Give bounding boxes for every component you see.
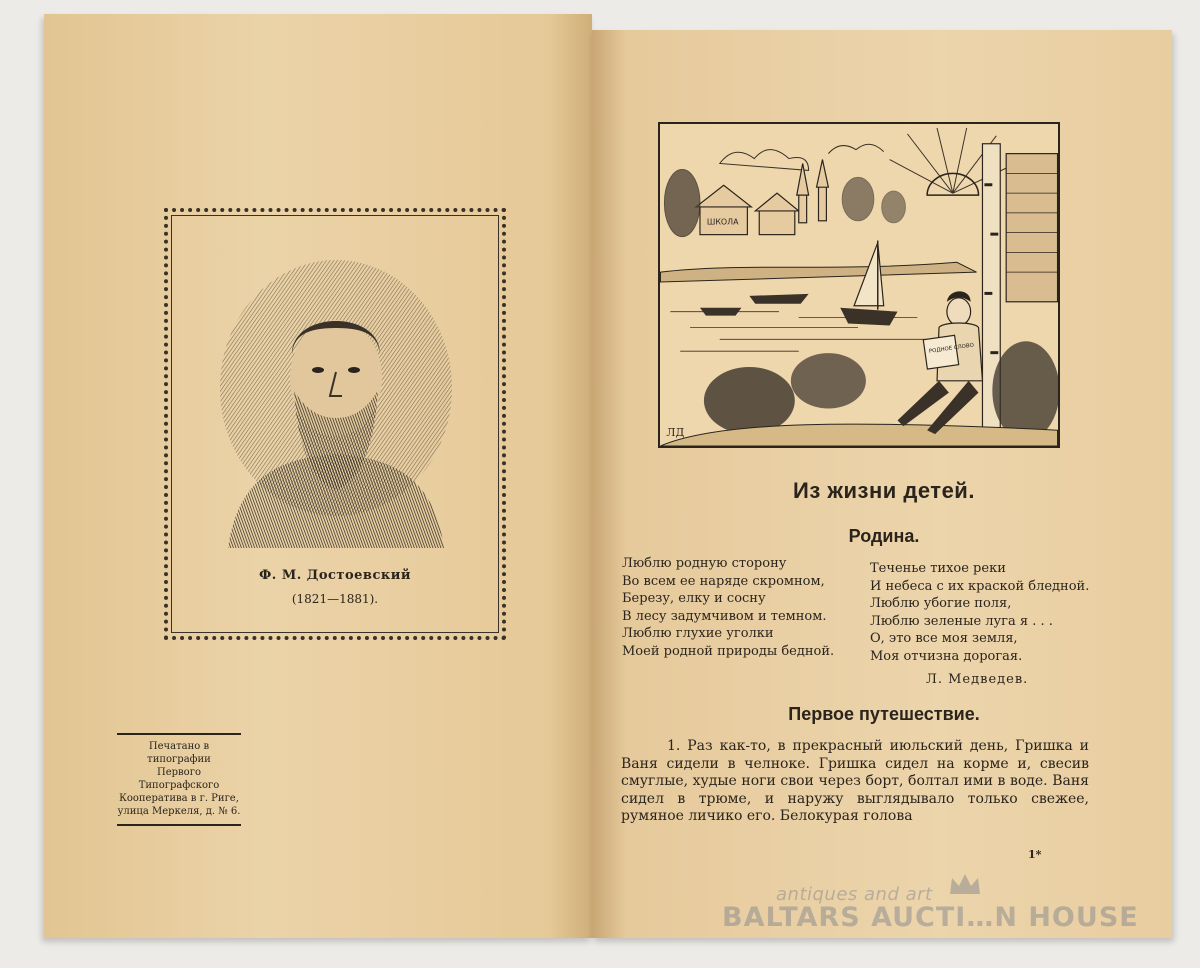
watermark-name-part2: N HOUSE [994,902,1139,933]
watermark-name [722,902,1139,933]
story-text: 1. Раз как-то, в прекрасный июльский день, Гришка и Ваня сидели в челноке. Гришка сидел на корме и, свесив смуглые, худые ноги свои через борт, болтал ими в воде. Ваня сидел в трюме, и наружу выглядывало только свежее, румяное личико его. Белокурая голова [621,738,1089,824]
imprint-line: Первого Типографского [138,767,220,791]
auction-house-watermark [722,876,1139,940]
watermark-dots-icon: … [966,902,995,933]
poem-line: Люблю глухие уголки [622,626,774,641]
imprint-line: улица Меркеля, д. № 6. [117,806,241,817]
poem-line: О, это все моя земля, [870,631,1018,646]
poem-line: И небеса с их краской бледной. [870,578,1090,594]
imprint-line: Печатано в типографии [147,741,211,765]
poem-line: Люблю зеленые луга я . . . [870,613,1053,629]
story-title: Первое путешествие. [788,704,980,724]
dostoevsky-portrait-image [218,258,454,548]
poem-column-right [870,560,1089,665]
poem-line: Моей родной природы бедной. [622,643,835,659]
village-river-illustration [658,122,1060,448]
imprint-line: Кооператива в г. Риге, [119,793,239,804]
crown-icon [948,872,982,896]
poem-title: Родина. [848,526,920,546]
portrait-frame [164,208,506,640]
poem-line: Моя отчизна дорогая. [870,648,1023,664]
poem-line: Люблю родную сторону [622,556,787,571]
watermark-name-part1: BALTARS AUCTI [722,902,967,933]
book-cover-text: РОДНОЕ СЛОВО [928,342,975,355]
main-heading: Из жизни детей. [793,478,975,503]
poem-author: Л. Медведев. [926,672,1029,687]
page-number: 1* [1028,848,1042,861]
poem-line: Теченье тихое реки [870,561,1006,576]
portrait-caption-years: (1821—1881). [291,592,379,606]
printer-imprint [117,733,241,826]
poem-line: Березу, елку и сосну [622,591,766,606]
school-sign-text: ШКОЛА [706,217,739,227]
poem-line: Во всем ее наряде скромном, [622,573,825,589]
watermark-tagline: antiques and art [776,884,933,905]
poem-column-left [622,555,834,660]
portrait-caption-name: Ф. М. Достоевский [258,568,412,583]
poem-line: В лесу задумчивом и темном. [622,608,827,624]
artist-signature: ЛД [666,426,685,440]
poem-line: Люблю убогие поля, [870,596,1012,611]
